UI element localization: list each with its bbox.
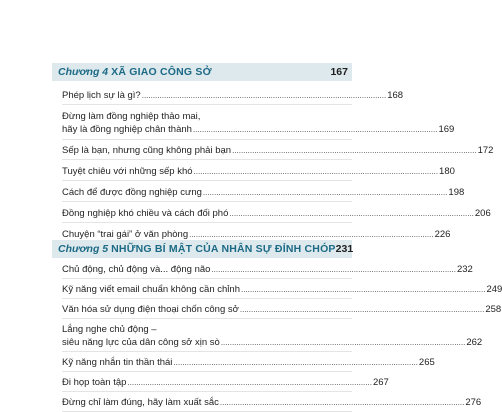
toc-entry-title: Sếp là bạn, nhưng cũng không phải bạn (62, 145, 232, 156)
toc-entry[interactable]: Đi họp toàn tập .............................................................................................................. 267 (62, 376, 352, 392)
toc-entry-page: 172 (477, 145, 494, 156)
chapter-5-page: 231 (335, 243, 354, 255)
toc-entry[interactable]: Tuyệt chiêu với những sếp khó .............................................................................................................. 180 (62, 165, 352, 181)
chapter-5-label: Chương 5 (58, 243, 109, 255)
toc-entry-page: 226 (434, 229, 451, 240)
toc-entry-page: 168 (387, 90, 404, 101)
toc-entry-page: 267 (372, 377, 389, 388)
toc-entry-title: Văn hóa sử dụng điện thoại chốn công sở (62, 304, 239, 315)
toc-entry-title: Tuyệt chiêu với những sếp khó (62, 166, 193, 177)
toc-entry-page: 258 (485, 304, 502, 315)
toc-entry[interactable]: Đồng nghiệp khó chiều và cách đối phó .............................................................................................................. 206 (62, 207, 352, 223)
toc-entry-page: 265 (418, 357, 435, 368)
toc-entry-page: 232 (456, 264, 473, 275)
chapter-4-header (52, 63, 352, 81)
toc-entry[interactable]: Kỹ năng viết email chuẩn không cần chỉnh .............................................................................................................. 249 (62, 283, 352, 299)
chapter-4-title: XÃ GIAO CÔNG SỞ (111, 66, 212, 78)
toc-entry-title: Đừng chỉ làm đúng, hãy làm xuất sắc (62, 397, 219, 408)
toc-entry-page: 198 (448, 187, 465, 198)
toc-entry[interactable]: Chuyện “trai gái” ở văn phòng .............................................................................................................. 226 (62, 228, 352, 244)
toc-entry[interactable]: Văn hóa sử dụng điện thoại chốn công sở .............................................................................................................. 258 (62, 303, 352, 319)
chapter-4-label: Chương 4 (58, 66, 109, 78)
chapter-5-entries (62, 263, 502, 412)
toc-entry-title: Đi họp toàn tập (62, 377, 127, 388)
toc-entry[interactable]: Phép lịch sự là gì? .............................................................................................................. 168 (62, 89, 352, 105)
toc-entry[interactable]: Đừng làm đồng nghiệp thảo mai, hãy là đồng nghiệp chân thành .............................................................................................................. 169 (62, 110, 352, 140)
toc-entry-page: 249 (486, 284, 502, 295)
toc-entry[interactable]: Chủ động, chủ động và... động não .............................................................................................................. 232 (62, 263, 352, 279)
toc-entry-title: Chuyện “trai gái” ở văn phòng (62, 229, 189, 240)
toc-entry-page: 169 (438, 124, 455, 135)
toc-entry-title: Chủ động, chủ động và... động não (62, 264, 211, 275)
toc-entry-title-line1: Lắng nghe chủ động – (62, 324, 157, 335)
toc-entry[interactable]: Lắng nghe chủ động – siêu năng lực của dân công sở xịn sò .............................................................................................................. 262 (62, 323, 352, 352)
toc-entry-title: hãy là đồng nghiệp chân thành (62, 124, 192, 135)
toc-entry[interactable]: Kỹ năng nhắn tin thần thái .............................................................................................................. 265 (62, 356, 352, 372)
toc-entry[interactable]: Đừng chỉ làm đúng, hãy làm xuất sắc .............................................................................................................. 276 (62, 396, 352, 412)
chapter-5-title: NHỮNG BÍ MẬT CỦA NHÂN SỰ ĐỈNH CHÓP (111, 243, 336, 255)
toc-entry-title: Phép lịch sự là gì? (62, 90, 141, 101)
toc-entry-title: siêu năng lực của dân công sở xịn sò (62, 337, 220, 348)
toc-entry[interactable]: Sếp là bạn, nhưng cũng không phải bạn .............................................................................................................. 172 (62, 144, 352, 160)
toc-entry-page: 276 (465, 397, 482, 408)
toc-entry[interactable]: Cách để được đồng nghiệp cưng .............................................................................................................. 198 (62, 186, 352, 202)
chapter-4-page: 167 (330, 66, 348, 78)
toc-entry-title: Đồng nghiệp khó chiều và cách đối phó (62, 208, 229, 219)
toc-entry-page: 262 (466, 337, 483, 348)
toc-entry-title: Cách để được đồng nghiệp cưng (62, 187, 202, 198)
toc-entry-title: Kỹ năng viết email chuẩn không cần chỉnh (62, 284, 240, 295)
chapter-4-entries (62, 89, 494, 244)
toc-entry-page: 180 (439, 166, 455, 177)
toc-entry-page: 206 (474, 208, 491, 219)
toc-entry-title: Kỹ năng nhắn tin thần thái (62, 357, 173, 368)
chapter-5-header (52, 240, 352, 258)
toc-entry-title-line1: Đừng làm đồng nghiệp thảo mai, (62, 111, 201, 122)
